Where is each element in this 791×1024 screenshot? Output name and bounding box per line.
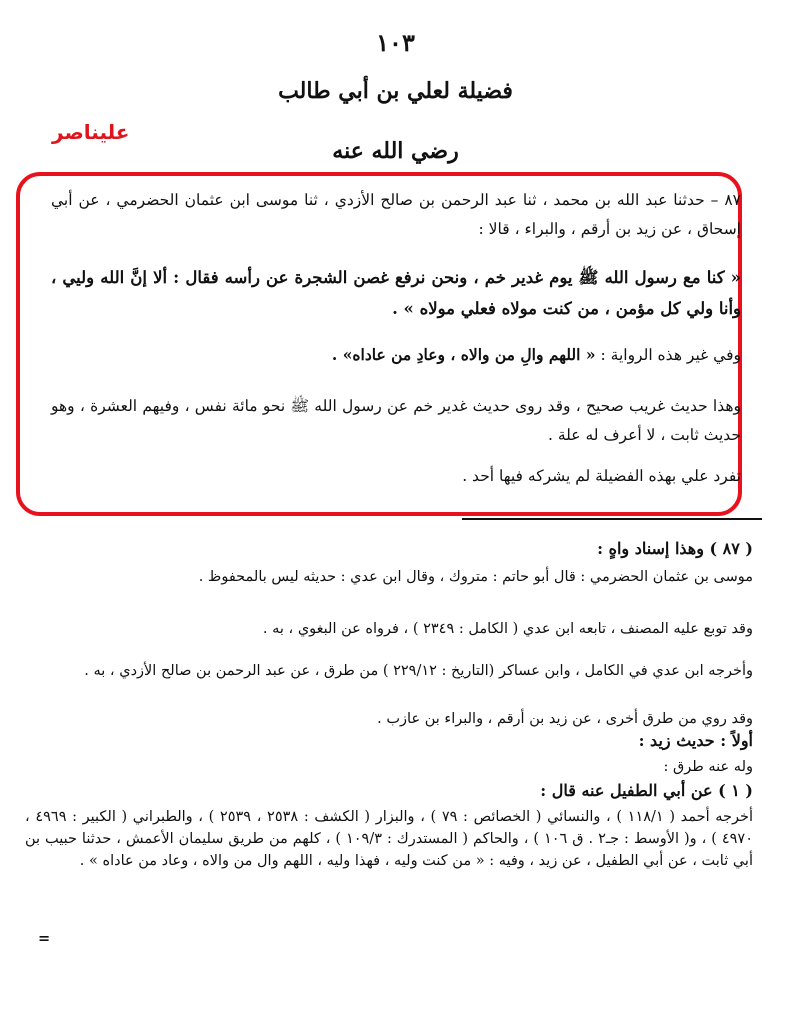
footnote-paragraph: موسى بن عثمان الحضرمي : قال أبو حاتم : متروك ، وقال ابن عدي : حديثه ليس بالمحفوظ .: [198, 569, 753, 585]
footnote-paragraph: وله عنه طرق :: [663, 759, 753, 775]
hadith-uniqueness: تفرد علي بهذه الفضيلة لم يشركه فيها أحد .: [462, 467, 741, 485]
hadith-grade: وهذا حديث غريب صحيح ، وقد روى حديث غدير خم عن رسول الله ﷺ نحو مائة نفس ، وفيهم العشرة ، وهو حديث ثابت ، لا أعرف له علة .: [51, 397, 741, 444]
footnote-paragraph: وقد روي من طرق أخرى ، عن زيد بن أرقم ، والبراء بن عازب .: [377, 711, 753, 727]
hadith-matn: « كنا مع رسول الله ﷺ يوم غدير خم ، ونحن نرفع غصن الشجرة عن رأسه فقال : ألا إنَّ الله وليي ، وأنا ولي كل مؤمن ، من كنت مولاه فعلي مولاه » .: [51, 268, 741, 318]
other-narration: [51, 340, 741, 370]
page-number: ١٠٣: [376, 28, 415, 57]
chapter-title: فضيلة لعلي بن أبي طالب: [278, 78, 513, 104]
footnote-paragraph: وأخرجه ابن عدي في الكامل ، وابن عساكر (التاريخ : ٢٢٩/١٢ ) من طرق ، عن عبد الرحمن بن صالح الأزدي ، به .: [84, 663, 753, 679]
footnote-divider: [462, 518, 762, 520]
other-narration-quote: « اللهم والِ من والاه ، وعادِ من عاداه» .: [331, 345, 596, 364]
continuation-mark: =: [38, 930, 51, 947]
footnote-paragraph: أخرجه أحمد ( ١١٨/١ ) ، والنسائي ( الخصائص : ٧٩ ) ، والبزار ( الكشف : ٢٥٣٨ ، ٢٥٣٩ ) ، والطبراني ( الكبير : ٤٩٦٩ ، ٤٩٧٠ ) ، و( الأوسط : جـ٢ . ق ١٠٦ ) ، والحاكم ( المستدرك : ١٠٩/٣ ) ، كلهم من طريق سليمان الأعمش ، حدثنا حبيب بن أبي ثابت ، عن أبي الطفيل ، عن زيد ، وفيه : « من كنت وليه ، فهذا وليه ، اللهم وال من والاه ، وعاد من عاداه » .: [25, 809, 754, 869]
other-narration-intro: وفي غير هذه الرواية :: [600, 346, 741, 364]
watermark-stamp: عليناصر: [52, 120, 130, 144]
footnote-subheading: أولاً : حديث زيد :: [638, 731, 753, 750]
chapter-subtitle: رضي الله عنه: [332, 138, 459, 164]
footnote-subheading: ( ١ ) عن أبي الطفيل عنه قال :: [540, 781, 753, 800]
footnote-paragraph: وقد توبع عليه المصنف ، تابعه ابن عدي ( الكامل : ٢٣٤٩ ) ، فرواه عن البغوي ، به .: [262, 621, 753, 637]
hadith-isnad: ٨٧ – حدثنا عبد الله بن محمد ، ثنا عبد الرحمن بن صالح الأزدي ، ثنا موسى ابن عثمان الحضرمي ، عن أبي إسحاق ، عن زيد بن أرقم ، والبراء ، قالا :: [51, 191, 741, 238]
footnote-heading: ( ٨٧ ) وهذا إسناد واهٍ :: [597, 539, 753, 558]
